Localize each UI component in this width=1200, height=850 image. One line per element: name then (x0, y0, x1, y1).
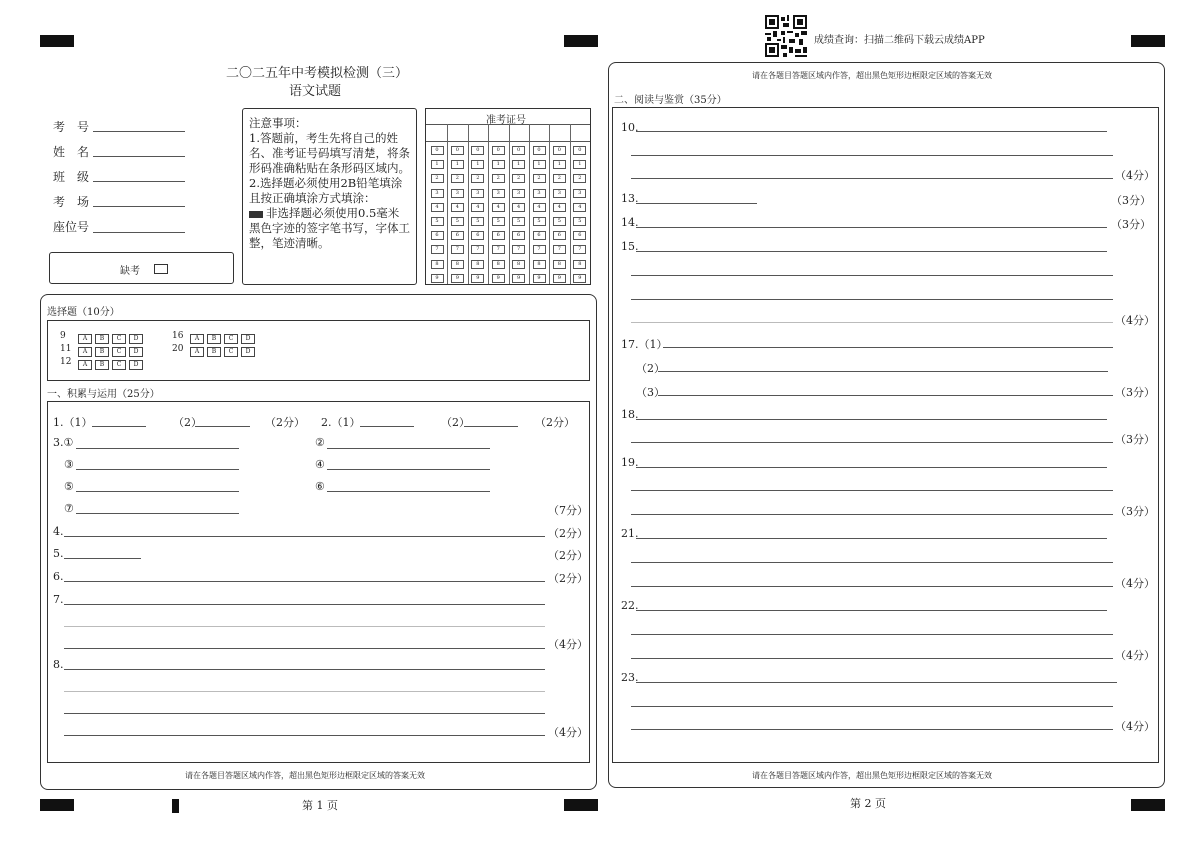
q3-line-3[interactable] (76, 469, 239, 470)
q3-label: 3.① (53, 436, 74, 449)
field-label-room: 考 场 (53, 195, 90, 209)
admission-digit-bubble[interactable]: 3 (492, 189, 505, 198)
admission-digit-bubble[interactable]: 1 (492, 160, 505, 169)
field-label-exam-number: 考 号 (53, 120, 90, 134)
choice-option-bubble[interactable]: D (241, 347, 255, 357)
part2-heading: 二、阅读与鉴赏（35分） (614, 95, 727, 106)
choice-option-bubble[interactable]: A (78, 360, 92, 370)
admission-digit-bubble[interactable]: 0 (451, 146, 464, 155)
choice-option-bubble[interactable]: D (129, 360, 143, 370)
q13-label: 13. (621, 192, 639, 205)
field-label-class: 班 级 (53, 170, 90, 184)
admission-digit-bubble[interactable]: 8 (573, 260, 586, 269)
q23-label: 23. (621, 671, 639, 684)
admission-digit-bubble[interactable]: 4 (553, 203, 566, 212)
q14-line[interactable] (636, 227, 1107, 228)
admission-label: 准考证号 (486, 115, 526, 126)
q7-label: 7. (53, 593, 64, 606)
admission-digit-bubble[interactable]: 6 (431, 231, 444, 240)
q3-line-5[interactable] (76, 491, 239, 492)
q8-line-1[interactable] (64, 669, 545, 670)
q17c-label: （3） (636, 386, 665, 399)
q17-label: 17.（1） (621, 338, 668, 351)
q21-line-3[interactable] (631, 586, 1113, 587)
admission-digit-bubble[interactable]: 5 (533, 217, 546, 226)
admission-digit-bubble[interactable]: 5 (431, 217, 444, 226)
q6-label: 6. (53, 570, 64, 583)
choice-option-bubble[interactable]: D (129, 347, 143, 357)
q5-line[interactable] (64, 558, 141, 559)
q18-score: （3分） (1115, 433, 1155, 446)
alignment-mark (564, 35, 598, 47)
q18-line-2[interactable] (631, 442, 1113, 443)
choice-option-bubble[interactable]: D (241, 334, 255, 344)
admission-digit-bubble[interactable]: 7 (471, 245, 484, 254)
admission-digit-bubble[interactable]: 1 (533, 160, 546, 169)
choice-option-bubble[interactable]: A (78, 334, 92, 344)
q2-answer-line-2[interactable] (464, 426, 518, 427)
admission-digit-bubble[interactable]: 2 (431, 174, 444, 183)
choice-option-bubble[interactable]: B (207, 334, 221, 344)
admission-digit-bubble[interactable]: 6 (573, 231, 586, 240)
q22-line-1[interactable] (636, 610, 1107, 611)
part1-heading: 一、积累与运用（25分） (47, 389, 160, 400)
field-line-room[interactable] (93, 206, 185, 207)
q17-line-2[interactable] (658, 371, 1108, 372)
q1-answer-line-2[interactable] (195, 426, 250, 427)
choice-option-bubble[interactable]: B (207, 347, 221, 357)
absent-box (49, 252, 234, 284)
admission-digit-bubble[interactable]: 2 (533, 174, 546, 183)
q10-line-3[interactable] (631, 178, 1113, 179)
admission-digit-bubble[interactable]: 8 (451, 260, 464, 269)
choice-option-bubble[interactable]: B (95, 360, 109, 370)
field-line-name[interactable] (93, 156, 185, 157)
q3-item-3: ③ (64, 458, 74, 471)
choice-option-bubble[interactable]: B (95, 347, 109, 357)
admission-column (469, 146, 487, 288)
q4-score: （2分） (548, 527, 588, 540)
field-label-seat: 座位号 (53, 220, 90, 234)
q17-score: （3分） (1115, 386, 1155, 399)
q23-line-3[interactable] (631, 729, 1113, 730)
admission-digit-bubble[interactable]: 0 (573, 146, 586, 155)
admission-digit-bubble[interactable]: 3 (553, 189, 566, 198)
admission-digit-bubble[interactable]: 5 (492, 217, 505, 226)
admission-digit-bubble[interactable]: 0 (533, 146, 546, 155)
q3-item-2: ② (315, 436, 325, 449)
choice-option-bubble[interactable]: D (129, 334, 143, 344)
notes-item-1: 1.答题前，考生先将自己的姓名、准考证号码填写清楚，将条形码准确粘贴在条形码区域内。 (249, 131, 410, 175)
absent-checkbox[interactable] (154, 264, 168, 274)
admission-digit-bubble[interactable]: 6 (512, 231, 525, 240)
q10-label: 10. (621, 121, 639, 134)
q3-line-7[interactable] (76, 513, 239, 514)
admission-column (428, 146, 446, 288)
alignment-mark (1131, 799, 1165, 811)
q22-score: （4分） (1115, 649, 1155, 662)
admission-digit-bubble[interactable]: 8 (431, 260, 444, 269)
q21-line-1[interactable] (636, 538, 1107, 539)
admission-digit-bubble[interactable]: 9 (471, 274, 484, 283)
exam-title: 二〇二五年中考模拟检测（三） (226, 66, 409, 81)
admission-digit-bubble[interactable]: 2 (573, 174, 586, 183)
admission-digit-bubble[interactable]: 9 (512, 274, 525, 283)
q7-line-2[interactable] (64, 626, 545, 627)
choice-option-bubble[interactable]: C (224, 347, 238, 357)
admission-column (550, 146, 568, 288)
admission-digit-bubble[interactable]: 2 (553, 174, 566, 183)
choice-option-bubble[interactable]: A (190, 334, 204, 344)
admission-digit-bubble[interactable]: 8 (553, 260, 566, 269)
admission-digit-bubble[interactable]: 1 (573, 160, 586, 169)
admission-digit-bubble[interactable]: 1 (451, 160, 464, 169)
admission-digit-bubble[interactable]: 4 (471, 203, 484, 212)
admission-grid (425, 108, 591, 285)
q21-line-2[interactable] (631, 562, 1113, 563)
q17b-label: （2） (636, 362, 665, 375)
choice-option-bubble[interactable]: C (224, 334, 238, 344)
q1-label: 1.（1） (53, 416, 93, 429)
page2-footer-notice: 请在各题目答题区域内作答，超出黑色矩形边框限定区域的答案无效 (752, 771, 992, 780)
admission-digit-bubble[interactable]: 8 (471, 260, 484, 269)
page1-number: 第 1 页 (302, 799, 338, 812)
q23-line-1[interactable] (636, 682, 1117, 683)
admission-column (448, 146, 466, 288)
admission-digit-bubble[interactable]: 6 (471, 231, 484, 240)
q17-line-3[interactable] (658, 395, 1113, 396)
q15-line-1[interactable] (636, 251, 1107, 252)
q3-item-6: ⑥ (315, 480, 325, 493)
choice-option-bubble[interactable]: B (95, 334, 109, 344)
q14-label: 14. (621, 216, 639, 229)
part1-box (47, 401, 590, 763)
q15-line-2[interactable] (631, 275, 1113, 276)
admission-digit-bubble[interactable]: 4 (512, 203, 525, 212)
q2-answer-line-1[interactable] (360, 426, 414, 427)
choice-options (190, 345, 258, 358)
q3-score: （7分） (548, 504, 588, 517)
admission-digit-bubble[interactable]: 6 (451, 231, 464, 240)
q3-line-1[interactable] (76, 448, 239, 449)
admission-digit-bubble[interactable]: 3 (431, 189, 444, 198)
page2-top-notice: 请在各题目答题区域内作答，超出黑色矩形边框限定区域的答案无效 (752, 71, 992, 80)
q3-line-6[interactable] (327, 491, 490, 492)
absent-label: 缺考 (120, 266, 140, 277)
admission-digit-bubble[interactable]: 6 (492, 231, 505, 240)
choice-option-bubble[interactable]: A (78, 347, 92, 357)
choice-options (190, 332, 258, 345)
q13-score: （3分） (1111, 194, 1151, 207)
q3-item-5: ⑤ (64, 480, 74, 493)
q3-line-2[interactable] (327, 448, 490, 449)
admission-digit-bubble[interactable]: 4 (431, 203, 444, 212)
q6-line[interactable] (64, 581, 545, 582)
q10-line-1[interactable] (636, 131, 1107, 132)
admission-digit-bubble[interactable]: 6 (553, 231, 566, 240)
part2-box (612, 107, 1159, 763)
q8-line-3[interactable] (64, 713, 545, 714)
admission-digit-bubble[interactable]: 9 (431, 274, 444, 283)
admission-digit-bubble[interactable]: 0 (512, 146, 525, 155)
admission-digit-bubble[interactable]: 0 (553, 146, 566, 155)
admission-digit-bubble[interactable]: 3 (512, 189, 525, 198)
q19-label: 19. (621, 456, 639, 469)
notes-item-2: 2.选择题必须使用2B铅笔填涂且按正确填涂方式填涂： (249, 176, 403, 205)
field-line-class[interactable] (93, 181, 185, 182)
q21-score: （4分） (1115, 577, 1155, 590)
admission-digit-bubble[interactable]: 3 (451, 189, 464, 198)
admission-digit-bubble[interactable]: 5 (471, 217, 484, 226)
page2-number: 第 2 页 (850, 797, 886, 810)
field-line-exam-number[interactable] (93, 131, 185, 132)
choice-option-bubble[interactable]: C (112, 360, 126, 370)
q17-line-1[interactable] (663, 347, 1113, 348)
admission-digit-bubble[interactable]: 0 (471, 146, 484, 155)
choice-options (78, 358, 146, 371)
alignment-mark (40, 35, 74, 47)
choice-option-bubble[interactable]: A (190, 347, 204, 357)
admission-digit-bubble[interactable]: 7 (553, 245, 566, 254)
admission-digit-bubble[interactable]: 1 (431, 160, 444, 169)
admission-digit-bubble[interactable]: 2 (471, 174, 484, 183)
admission-digit-bubble[interactable]: 7 (431, 245, 444, 254)
choice-heading: 选择题（10分） (47, 307, 120, 318)
q2-score: （2分） (535, 416, 575, 429)
admission-digit-bubble[interactable]: 0 (492, 146, 505, 155)
admission-digit-bubble[interactable]: 9 (451, 274, 464, 283)
notes-item-2-cont: 非选择题必须使用0.5毫米黑色字迹的签字笔书写，字体工整，笔迹清晰。 (249, 206, 410, 250)
filled-mark-icon (249, 211, 263, 218)
q1-answer-line-1[interactable] (92, 426, 146, 427)
choice-question-number: 16 (172, 331, 184, 341)
admission-digit-bubble[interactable]: 4 (573, 203, 586, 212)
admission-digit-bubble[interactable]: 9 (553, 274, 566, 283)
q4-label: 4. (53, 525, 64, 538)
admission-digit-bubble[interactable]: 7 (512, 245, 525, 254)
admission-digit-bubble[interactable]: 9 (533, 274, 546, 283)
q6-score: （2分） (548, 572, 588, 585)
choice-options (78, 332, 146, 345)
admission-digit-bubble[interactable]: 4 (533, 203, 546, 212)
q19-score: （3分） (1115, 505, 1155, 518)
admission-digit-bubble[interactable]: 5 (553, 217, 566, 226)
q18-label: 18. (621, 408, 639, 421)
admission-digit-bubble[interactable]: 1 (512, 160, 525, 169)
qr-caption: 成绩查询：扫描二维码下载云成绩APP (814, 35, 985, 46)
q10-line-2[interactable] (631, 155, 1113, 156)
admission-digit-bubble[interactable]: 9 (573, 274, 586, 283)
admission-digit-bubble[interactable]: 7 (492, 245, 505, 254)
admission-digit-bubble[interactable]: 9 (492, 274, 505, 283)
alignment-mark (40, 799, 74, 811)
alignment-mark (1131, 35, 1165, 47)
admission-digit-bubble[interactable]: 8 (533, 260, 546, 269)
admission-digit-bubble[interactable]: 5 (512, 217, 525, 226)
q13-line[interactable] (636, 203, 757, 204)
choice-option-bubble[interactable]: C (112, 334, 126, 344)
q10-score: （4分） (1115, 169, 1155, 182)
q19-line-1[interactable] (636, 467, 1107, 468)
admission-digit-bubble[interactable]: 3 (471, 189, 484, 198)
admission-column (530, 146, 548, 288)
q1b-label: （2） (173, 416, 202, 429)
admission-digit-bubble[interactable]: 8 (512, 260, 525, 269)
choice-question-number: 9 (60, 331, 66, 341)
q15-label: 15. (621, 240, 639, 253)
admission-digit-bubble[interactable]: 5 (573, 217, 586, 226)
admission-digit-bubble[interactable]: 7 (573, 245, 586, 254)
q8-line-2[interactable] (64, 691, 545, 692)
q22-line-3[interactable] (631, 658, 1113, 659)
choice-option-bubble[interactable]: C (112, 347, 126, 357)
q3-item-4: ④ (315, 458, 325, 471)
admission-column (571, 146, 589, 288)
q5-score: （2分） (548, 549, 588, 562)
admission-digit-bubble[interactable]: 2 (512, 174, 525, 183)
q22-line-2[interactable] (631, 634, 1113, 635)
qr-code-icon (765, 15, 807, 57)
q3-item-7: ⑦ (64, 502, 74, 515)
admission-digit-bubble[interactable]: 2 (451, 174, 464, 183)
field-line-seat[interactable] (93, 232, 185, 233)
notes-box (242, 108, 417, 285)
admission-column (510, 146, 528, 288)
choice-question-number: 20 (172, 344, 184, 354)
q15-line-4[interactable] (631, 322, 1113, 323)
q19-line-3[interactable] (631, 514, 1113, 515)
admission-digit-bubble[interactable]: 5 (451, 217, 464, 226)
admission-digit-bubble[interactable]: 8 (492, 260, 505, 269)
admission-digit-bubble[interactable]: 7 (533, 245, 546, 254)
q3-line-4[interactable] (327, 469, 490, 470)
q7-score: （4分） (548, 638, 588, 651)
q15-line-3[interactable] (631, 299, 1113, 300)
q8-label: 8. (53, 658, 64, 671)
q1-score: （2分） (265, 416, 305, 429)
q18-line-1[interactable] (636, 419, 1107, 420)
q15-score: （4分） (1115, 314, 1155, 327)
admission-digit-bubble[interactable]: 1 (471, 160, 484, 169)
alignment-mark-small (172, 799, 179, 813)
q14-score: （3分） (1111, 218, 1151, 231)
admission-digit-bubble[interactable]: 3 (573, 189, 586, 198)
admission-digit-bubble[interactable]: 7 (451, 245, 464, 254)
admission-digit-bubble[interactable]: 4 (451, 203, 464, 212)
admission-digit-bubble[interactable]: 0 (431, 146, 444, 155)
q4-line[interactable] (64, 536, 545, 537)
admission-digit-bubble[interactable]: 4 (492, 203, 505, 212)
q5-label: 5. (53, 547, 64, 560)
notes-item-2b (249, 206, 410, 251)
admission-digit-bubble[interactable]: 3 (533, 189, 546, 198)
q7-line-3[interactable] (64, 648, 545, 649)
q8-score: （4分） (548, 726, 588, 739)
q8-line-4[interactable] (64, 735, 545, 736)
q2-label: 2.（1） (321, 416, 361, 429)
q22-label: 22. (621, 599, 639, 612)
q23-line-2[interactable] (631, 706, 1113, 707)
choice-box (47, 320, 590, 381)
q7-line-1[interactable] (64, 604, 545, 605)
q21-label: 21. (621, 527, 639, 540)
choice-question-number: 12 (60, 357, 72, 367)
page1-footer-notice: 请在各题目答题区域内作答，超出黑色矩形边框限定区域的答案无效 (185, 771, 425, 780)
admission-digit-bubble[interactable]: 6 (533, 231, 546, 240)
choice-question-number: 11 (60, 344, 72, 354)
admission-digit-bubble[interactable]: 2 (492, 174, 505, 183)
alignment-mark (564, 799, 598, 811)
choice-options (78, 345, 146, 358)
q2b-label: （2） (441, 416, 470, 429)
admission-column (489, 146, 507, 288)
notes-heading: 注意事项： (249, 116, 307, 130)
field-label-name: 姓 名 (53, 145, 90, 159)
q19-line-2[interactable] (631, 490, 1113, 491)
q23-score: （4分） (1115, 720, 1155, 733)
admission-digit-bubble[interactable]: 1 (553, 160, 566, 169)
exam-subtitle: 语文试题 (289, 84, 342, 99)
